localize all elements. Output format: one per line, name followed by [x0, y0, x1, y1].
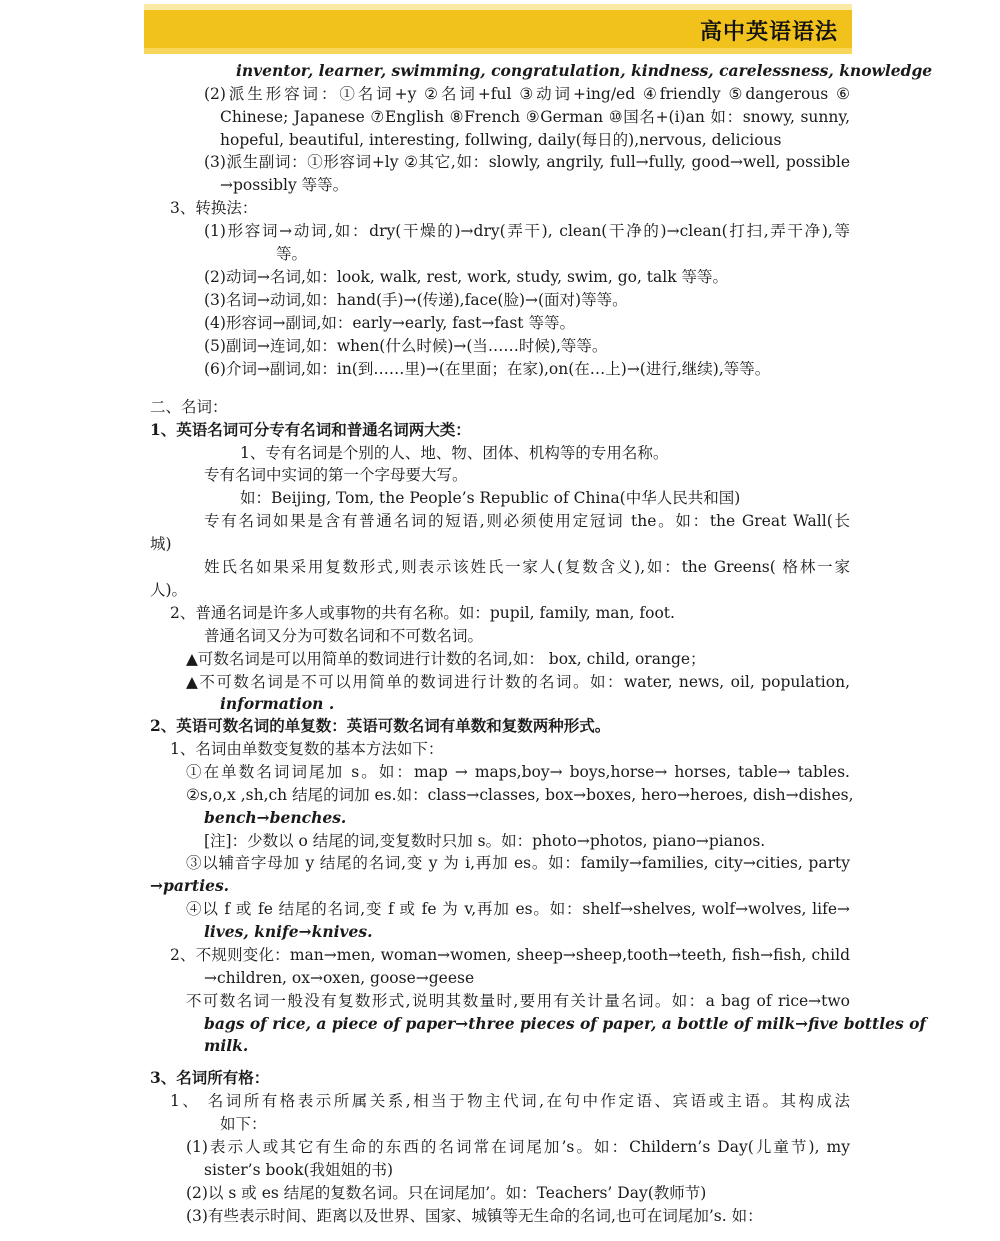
text-line: (2)动词→名词,如：look, walk, rest, work, study, swim, go, talk 等等。	[204, 268, 729, 286]
text-line: (2)以 s 或 es 结尾的复数名词。只在词尾加’。如：Teachers’ Day(教师节)	[186, 1184, 707, 1202]
text-line: 姓氏名如果采用复数形式,则表示该姓氏一家人(复数含义),如：the Greens( 格林一家	[204, 558, 850, 576]
text-line: (1)形容词→动词,如：dry(干燥的)→dry(弄干), clean(干净的)→clean(打扫,弄干净),等	[204, 222, 850, 240]
text-line: hopeful, beautiful, interesting, follwing, daily(每日的),nervous, delicious	[220, 131, 782, 149]
text-line: lives, knife→knives.	[204, 922, 373, 941]
text-line: bench→benches.	[204, 808, 347, 827]
text-line: 如下：	[220, 1115, 267, 1133]
text-line: 2、不规则变化：man→men, woman→women, sheep→sheep,tooth→teeth, fish→fish, child	[170, 946, 850, 964]
text-line: sister’s book(我姐姐的书)	[204, 1161, 394, 1179]
text-line: 如：Beijing, Tom, the People’s Republic of China(中华人民共和国)	[240, 489, 741, 507]
text-line: 1、 名词所有格表示所属关系,相当于物主代词,在句中作定语、宾语或主语。其构成法	[170, 1092, 850, 1110]
text-line: (2)派生形容词：①名词+y ②名词+ful ③动词+ing/ed ④friendly ⑤dangerous ⑥	[204, 85, 850, 103]
text-line: →parties.	[150, 876, 230, 895]
text-line: 1、专有名词是个别的人、地、物、团体、机构等的专用名称。	[240, 444, 669, 462]
text-line: ③以辅音字母加 y 结尾的名词,变 y 为 i,再加 es。如：family→families, city→cities, party	[186, 854, 850, 872]
text-line: 不可数名词一般没有复数形式,说明其数量时,要用有关计量名词。如：a bag of rice→two	[186, 992, 850, 1010]
text-line: ▲可数名词是可以用简单的数词进行计数的名词,如： box, child, orange；	[186, 650, 706, 668]
text-line: 3、转换法：	[170, 199, 258, 217]
text-line: (3)名词→动词,如：hand(手)→(传递),face(脸)→(面对)等等。	[204, 291, 628, 309]
text-line: ②s,o,x ,sh,ch 结尾的词加 es.如：class→classes, box→boxes, hero→heroes, dish→dishes,	[186, 786, 854, 804]
text-line: 专有名词中实词的第一个字母要大写。	[204, 466, 468, 484]
text-line: information .	[220, 694, 335, 713]
header-bar	[144, 4, 852, 54]
section-heading: 1、英语名词可分专有名词和普通名词两大类：	[150, 420, 471, 439]
text-line: 等。	[276, 245, 308, 263]
text-line: (4)形容词→副词,如：early→early, fast→fast 等等。	[204, 314, 575, 332]
text-line: bags of rice, a piece of paper→three pieces of paper, a bottle of milk→five bottles of	[204, 1014, 927, 1033]
text-line: milk.	[204, 1036, 249, 1055]
text-line: (3)有些表示时间、距离以及世界、国家、城镇等无生命的名词,也可在词尾加’s. 如：	[186, 1207, 763, 1225]
text-line: 城)	[150, 535, 172, 553]
text-line: 1、名词由单数变复数的基本方法如下：	[170, 740, 444, 758]
text-line: ▲不可数名词是不可以用简单的数词进行计数的名词。如：water, news, oil, population,	[186, 673, 850, 691]
text-line: (6)介词→副词,如：in(到……里)→(在里面；在家),on(在…上)→(进行,继续),等等。	[204, 360, 771, 378]
text-line: (1)表示人或其它有生命的东西的名词常在词尾加’s。如：Childern’s Day(儿童节), my	[186, 1138, 850, 1156]
text-line: →possibly 等等。	[220, 176, 349, 194]
text-line: 2、普通名词是许多人或事物的共有名称。如：pupil, family, man, foot.	[170, 604, 675, 622]
section-heading: 2、英语可数名词的单复数：英语可数名词有单数和复数两种形式。	[150, 716, 611, 735]
text-line: (3)派生副词：①形容词+ly ②其它,如：slowly, angrily, full→fully, good→well, possible	[204, 153, 850, 171]
text-line: 人)。	[150, 581, 188, 599]
text-line: 普通名词又分为可数名词和不可数名词。	[204, 627, 484, 645]
page-title: 高中英语语法	[699, 20, 838, 45]
text-line: inventor, learner, swimming, congratulation, kindness, carelessness, knowledge	[236, 61, 933, 80]
section-heading: 3、名词所有格：	[150, 1068, 270, 1087]
text-line: Chinese; Japanese ⑦English ⑧French ⑨German ⑩国名+(i)an 如：snowy, sunny,	[220, 108, 850, 126]
text-line: ①在单数名词词尾加 s。如：map → maps,boy→ boys,horse→ horses, table→ tables.	[186, 763, 850, 781]
section-heading: 二、名词：	[150, 398, 228, 416]
text-line: (5)副词→连词,如：when(什么时候)→(当……时候),等等。	[204, 337, 608, 355]
text-line: [注]：少数以 o 结尾的词,变复数时只加 s。如：photo→photos, piano→pianos.	[204, 832, 766, 850]
text-line: ④以 f 或 fe 结尾的名词,变 f 或 fe 为 v,再加 es。如：shelf→shelves, wolf→wolves, life→	[186, 900, 850, 918]
text-line: 专有名词如果是含有普通名词的短语,则必须使用定冠词 the。如：the Great Wall(长	[204, 512, 850, 530]
text-line: →children, ox→oxen, goose→geese	[204, 969, 475, 987]
